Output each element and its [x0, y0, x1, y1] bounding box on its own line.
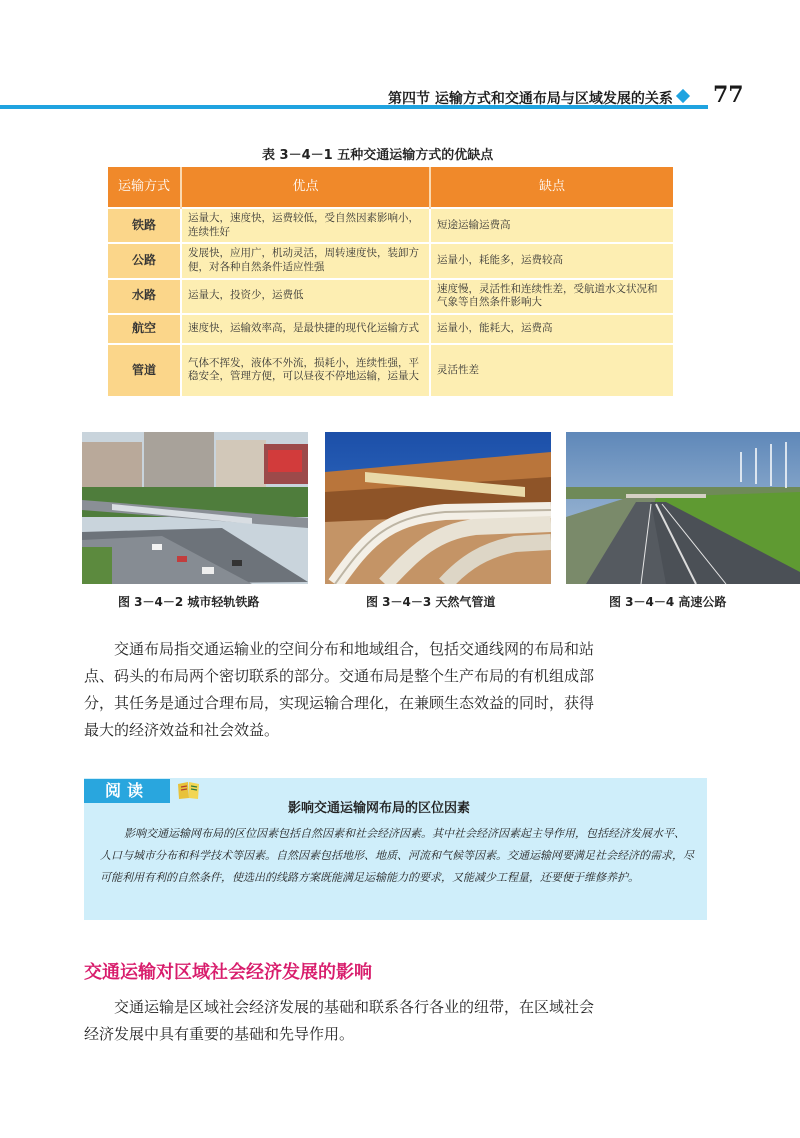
table-row	[108, 314, 673, 344]
photo-expressway	[566, 432, 800, 584]
pros-cell: 运量大，投资少，运费低	[181, 279, 430, 314]
reading-tab-label: 阅读	[84, 779, 170, 803]
table-row	[108, 243, 673, 278]
table-row	[108, 279, 673, 314]
cons-cell: 速度慢，灵活性和连续性差，受航道水文状况和气象等自然条件影响大	[430, 279, 673, 314]
section-heading: 交通运输对区域社会经济发展的影响	[84, 962, 372, 983]
figure-caption: 图 3－4－4 高速公路	[609, 595, 727, 609]
column-header-pros: 优点	[181, 167, 430, 208]
mode-cell: 铁路	[108, 208, 181, 243]
page-number: 77	[713, 82, 744, 108]
table-header-row	[108, 167, 673, 208]
transport-comparison-table	[108, 167, 673, 396]
cons-cell: 灵活性差	[430, 344, 673, 396]
cons-cell: 运量小，能耗大，运费高	[430, 314, 673, 344]
column-header-cons: 缺点	[430, 167, 673, 208]
mode-cell: 管道	[108, 344, 181, 396]
book-icon	[176, 780, 202, 804]
figure-caption: 图 3－4－2 城市轻轨铁路	[118, 595, 260, 609]
figure-caption: 图 3－4－3 天然气管道	[366, 595, 496, 609]
cons-cell: 运量小，耗能多，运费较高	[430, 243, 673, 278]
pros-cell: 气体不挥发，液体不外流，损耗小，连续性强，平稳安全，管理方便，可以昼夜不停地运输，运量大	[181, 344, 430, 396]
reading-body: 影响交通运输网布局的区位因素包括自然因素和社会经济因素。其中社会经济因素起主导作用，包括经济发展水平、人口与城市分布和科学技术等因素。自然因素包括地形、地质、河流和气候等因素。交通运输网要满足社会经济的需求，尽可能利用有利的自然条件，使选出的线路方案既能满足运输能力的要求，又能减少工程量，还要便于维修养护。	[100, 827, 694, 884]
reading-title: 影响交通运输网布局的区位因素	[288, 801, 471, 816]
body-paragraph: 交通布局指交通运输业的空间分布和地域组合，包括交通线网的布局和站点、码头的布局两个密切联系的部分。交通布局是整个生产布局的有机组成部分，其任务是通过合理布局，实现运输合理化，在兼顾生态效益的同时，获得最大的经济效益和社会效益。	[84, 640, 595, 739]
pros-cell: 速度快，运输效率高，是最快捷的现代化运输方式	[181, 314, 430, 344]
pros-cell: 发展快，应用广，机动灵活，周转速度快，装卸方便，对各种自然条件适应性强	[181, 243, 430, 278]
diamond-icon	[676, 89, 690, 103]
column-header-mode: 运输方式	[108, 167, 181, 208]
table-row	[108, 344, 673, 396]
section-paragraph: 交通运输是区域社会经济发展的基础和联系各行各业的纽带，在区域社会经济发展中具有重要的基础和先导作用。	[84, 998, 595, 1043]
table-row	[108, 208, 673, 243]
mode-cell: 水路	[108, 279, 181, 314]
mode-cell: 公路	[108, 243, 181, 278]
table-caption: 表 3－4－1 五种交通运输方式的优缺点	[262, 148, 494, 163]
chapter-section-title: 第四节 运输方式和交通布局与区域发展的关系	[388, 91, 673, 107]
mode-cell: 航空	[108, 314, 181, 344]
pros-cell: 运量大，速度快，运费较低，受自然因素影响小，连续性好	[181, 208, 430, 243]
cons-cell: 短途运输运费高	[430, 208, 673, 243]
photo-urban-light-rail	[82, 432, 308, 584]
photo-gas-pipeline	[325, 432, 551, 584]
